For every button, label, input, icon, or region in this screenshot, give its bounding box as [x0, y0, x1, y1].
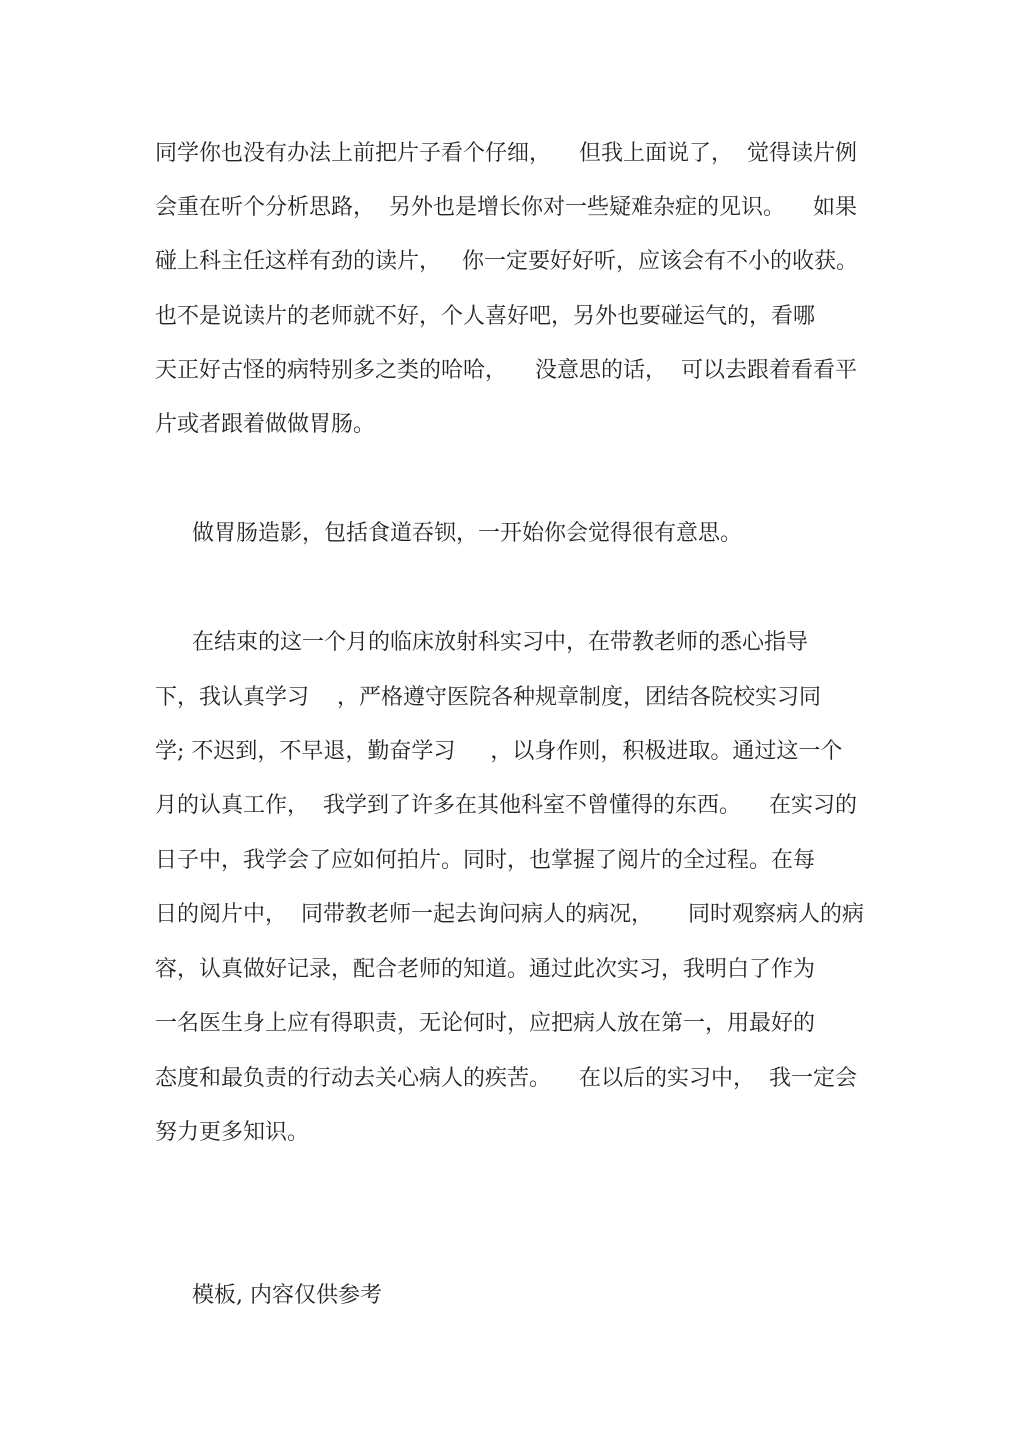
text-line: 态度和最负责的行动去关心病人的疾苦。 在以后的实习中， 我一定会 — [155, 1066, 857, 1091]
text-line: 同学你也没有办法上前把片子看个仔细， 但我上面说了， 觉得读片例 — [155, 141, 857, 166]
text-line: 容，认真做好记录，配合老师的知道。通过此次实习，我明白了作为 — [155, 957, 816, 982]
text-line: 片或者跟着做做胃肠。 — [155, 412, 376, 437]
text-line: 日子中，我学会了应如何拍片。同时，也掌握了阅片的全过程。在每 — [155, 848, 816, 873]
text-line: 碰上科主任这样有劲的读片， 你一定要好好听，应该会有不小的收获。 — [155, 249, 858, 274]
text-line: 天正好古怪的病特别多之类的哈哈， 没意思的话， 可以去跟着看看平 — [155, 358, 857, 383]
text-line: 下，我认真学习 ，严格遵守医院各种规章制度，团结各院校实习同 — [155, 685, 821, 710]
text-line: 会重在听个分析思路， 另外也是增长你对一些疑难杂症的见识。 如果 — [155, 195, 857, 220]
text-line: 月的认真工作， 我学到了许多在其他科室不曾懂得的东西。 在实习的 — [155, 793, 857, 818]
text-line: 做胃肠造影，包括食道吞钡，一开始你会觉得很有意思。 — [192, 521, 743, 546]
text-line: 一名医生身上应有得职责，无论何时，应把病人放在第一，用最好的 — [155, 1011, 816, 1036]
text-line: 努力更多知识。 — [155, 1120, 310, 1145]
text-line: 也不是说读片的老师就不好，个人喜好吧，另外也要碰运气的，看哪 — [155, 304, 816, 329]
text-line: 在结束的这一个月的临床放射科实习中，在带教老师的悉心指导 — [192, 630, 809, 655]
footer-note: 模板, 内容仅供参考 — [192, 1283, 382, 1308]
text-line: 日的阅片中， 同带教老师一起去询问病人的病况， 同时观察病人的病 — [155, 902, 864, 927]
text-line: 学; 不迟到，不早退，勤奋学习 ，以身作则，积极进取。通过这一个 — [155, 739, 843, 764]
